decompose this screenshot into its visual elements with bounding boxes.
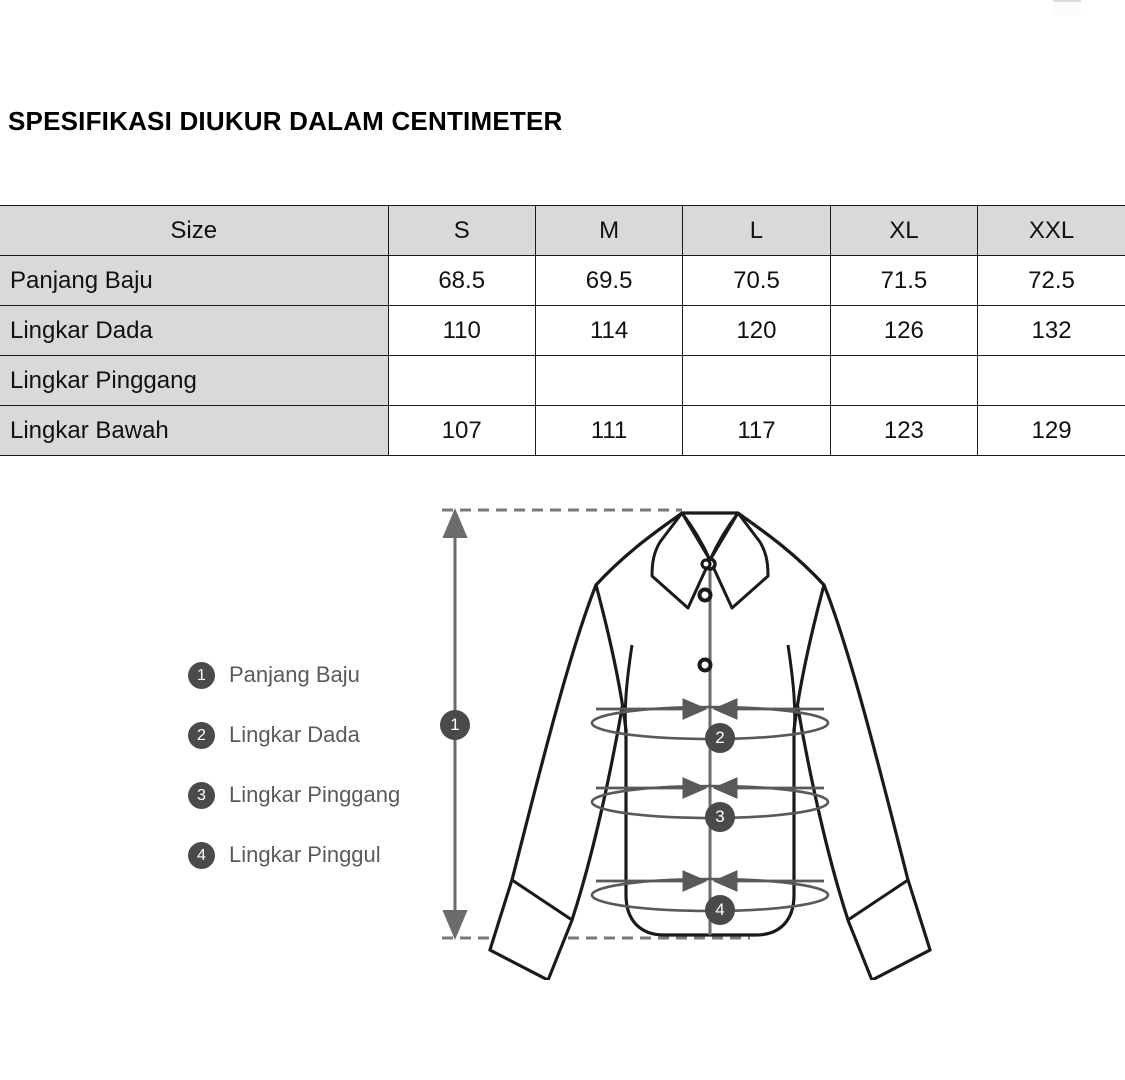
- cell-lingkar-dada-s: 110: [388, 306, 535, 356]
- legend-badge-1-icon: 1: [188, 662, 215, 689]
- table-row: [0, 306, 1125, 356]
- row-label-panjang-baju: Panjang Baju: [0, 256, 388, 306]
- size-chart-table: [0, 205, 1125, 456]
- legend-label-1: Panjang Baju: [229, 662, 360, 687]
- legend-badge-3-icon: 3: [188, 782, 215, 809]
- cell-lingkar-pinggang-l: [683, 356, 830, 406]
- cell-lingkar-dada-xl: 126: [830, 306, 977, 356]
- cell-lingkar-pinggang-m: [535, 356, 682, 406]
- cell-lingkar-dada-m: 114: [535, 306, 682, 356]
- cell-lingkar-pinggang-xxl: [978, 356, 1125, 406]
- chest-button-icon: [700, 590, 711, 601]
- cell-lingkar-bawah-l: 117: [683, 406, 830, 456]
- diagram-badge-4-icon: 4: [705, 895, 735, 925]
- row-label-lingkar-pinggang: Lingkar Pinggang: [0, 356, 388, 406]
- row-label-lingkar-dada: Lingkar Dada: [0, 306, 388, 356]
- top-right-artifact: [1053, 0, 1081, 16]
- legend-item-4: [188, 825, 438, 885]
- legend-badge-4-icon: 4: [188, 842, 215, 869]
- header-size-l: L: [683, 206, 830, 256]
- table-header-row: [0, 206, 1125, 256]
- legend-label-2: Lingkar Dada: [229, 722, 360, 747]
- row-label-lingkar-bawah: Lingkar Bawah: [0, 406, 388, 456]
- cell-panjang-baju-xl: 71.5: [830, 256, 977, 306]
- page-title: SPESIFIKASI DIUKUR DALAM CENTIMETER: [8, 106, 563, 136]
- cell-lingkar-bawah-xl: 123: [830, 406, 977, 456]
- cell-panjang-baju-s: 68.5: [388, 256, 535, 306]
- table-row: [0, 406, 1125, 456]
- legend-label-4: Lingkar Pinggul: [229, 842, 381, 867]
- header-size-label: Size: [0, 206, 388, 256]
- cell-lingkar-dada-l: 120: [683, 306, 830, 356]
- diagram-badge-3-icon: 3: [705, 802, 735, 832]
- measurement-legend: [188, 645, 438, 885]
- legend-label-3: Lingkar Pinggang: [229, 782, 401, 807]
- legend-badge-2-icon: 2: [188, 722, 215, 749]
- header-size-xxl: XXL: [978, 206, 1125, 256]
- cell-lingkar-pinggang-s: [388, 356, 535, 406]
- cell-lingkar-bawah-xxl: 129: [978, 406, 1125, 456]
- legend-item-3: [188, 765, 438, 825]
- collar-button-secondary-icon: [702, 560, 710, 568]
- cell-lingkar-pinggang-xl: [830, 356, 977, 406]
- measurement-diagram: [0, 480, 1125, 1080]
- diagram-badge-1-icon: 1: [440, 710, 470, 740]
- mid-button-icon: [700, 660, 711, 671]
- legend-item-2: [188, 705, 438, 765]
- cell-panjang-baju-l: 70.5: [683, 256, 830, 306]
- cell-panjang-baju-m: 69.5: [535, 256, 682, 306]
- cell-lingkar-bawah-s: 107: [388, 406, 535, 456]
- table-row: [0, 256, 1125, 306]
- cell-panjang-baju-xxl: 72.5: [978, 256, 1125, 306]
- table-row: [0, 356, 1125, 406]
- cell-lingkar-bawah-m: 111: [535, 406, 682, 456]
- header-size-xl: XL: [830, 206, 977, 256]
- legend-item-1: [188, 645, 438, 705]
- diagram-badge-2-icon: 2: [705, 723, 735, 753]
- header-size-m: M: [535, 206, 682, 256]
- cell-lingkar-dada-xxl: 132: [978, 306, 1125, 356]
- header-size-s: S: [388, 206, 535, 256]
